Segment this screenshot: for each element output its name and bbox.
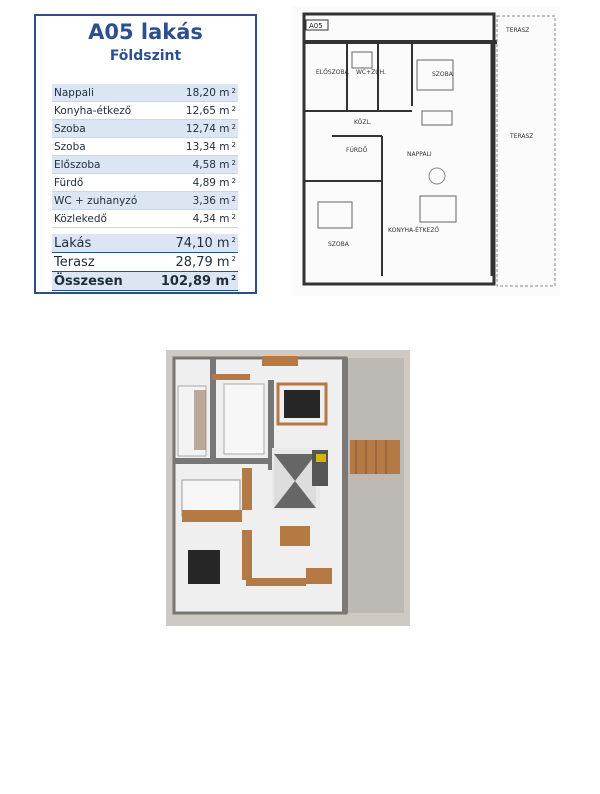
room-area: 18,20 m: [185, 86, 230, 99]
plan-label-room-2: SZOBA: [328, 241, 349, 248]
apartment-title: A05 lakás: [88, 20, 203, 44]
plan-unit-label: A05: [309, 22, 323, 30]
summary-area: 28,79 m: [175, 254, 230, 270]
render-svg: [166, 350, 410, 626]
room-row: [52, 156, 238, 174]
summary-area: 74,10 m: [175, 235, 230, 251]
room-area: 3,36 m: [192, 194, 230, 207]
room-row: [52, 192, 238, 210]
3d-floor-plan-render: [166, 350, 500, 794]
room-area: 12,74 m: [185, 122, 230, 135]
plan-label-room-1: SZOBA: [432, 71, 453, 78]
room-area: 12,65 m: [185, 104, 230, 117]
unit-superscript: 2: [231, 158, 236, 167]
unit-superscript: 2: [231, 194, 236, 203]
plan-label-entry: ELŐSZOBA: [316, 69, 349, 76]
plan-label-living: NAPPALI: [407, 151, 432, 158]
unit-superscript: 2: [231, 122, 236, 131]
unit-superscript: 2: [231, 254, 236, 263]
unit-superscript: 2: [231, 235, 236, 244]
room-name: Fürdő: [54, 176, 84, 189]
unit-superscript: 2: [231, 273, 236, 282]
room-row: [52, 174, 238, 192]
room-row: [52, 120, 238, 138]
summary-list: [52, 234, 238, 291]
summary-name: Lakás: [54, 235, 92, 251]
room-name: Szoba: [54, 140, 86, 153]
unit-superscript: 2: [231, 140, 236, 149]
room-name: WC + zuhanyzó: [54, 194, 138, 207]
room-area: 4,58 m: [192, 158, 230, 171]
room-row: [52, 84, 238, 102]
plan-label-terrace-side: TERASZ: [510, 133, 534, 140]
floor-subtitle: Földszint: [109, 48, 182, 64]
area-summary-card: [34, 14, 257, 294]
plan-label-bathroom: FÜRDŐ: [346, 147, 368, 154]
unit-superscript: 2: [231, 212, 236, 221]
unit-superscript: 2: [231, 86, 236, 95]
watermark-text: otp ingatlanpont: [404, 758, 500, 794]
summary-row-total: [52, 272, 238, 291]
room-name: Konyha-étkező: [54, 104, 132, 117]
room-name: Nappali: [54, 86, 94, 99]
plan-label-kitchen: KONYHA-ÉTKEZŐ: [388, 227, 440, 234]
summary-row: [52, 253, 238, 272]
plan-label-corridor: KÖZL.: [354, 119, 372, 126]
room-name: Szoba: [54, 122, 86, 135]
room-area: 13,34 m: [185, 140, 230, 153]
room-name: Előszoba: [54, 158, 101, 171]
plan-label-wc: WC+ZUH.: [356, 69, 386, 76]
floor-plan-svg: [292, 6, 560, 296]
plan-label-terrace-top: TERASZ: [506, 27, 530, 34]
summary-area: 102,89 m: [160, 273, 230, 289]
room-row: [52, 138, 238, 156]
floor-plan-drawing: [292, 6, 560, 296]
room-list: [52, 84, 238, 291]
summary-row: [52, 234, 238, 253]
unit-superscript: 2: [231, 104, 236, 113]
summary-name: Összesen: [54, 273, 123, 289]
room-area: 4,89 m: [192, 176, 230, 189]
unit-superscript: 2: [231, 176, 236, 185]
room-area: 4,34 m: [192, 212, 230, 225]
room-row: [52, 210, 238, 228]
room-name: Közlekedő: [54, 212, 107, 225]
room-row: [52, 102, 238, 120]
summary-name: Terasz: [54, 254, 95, 270]
